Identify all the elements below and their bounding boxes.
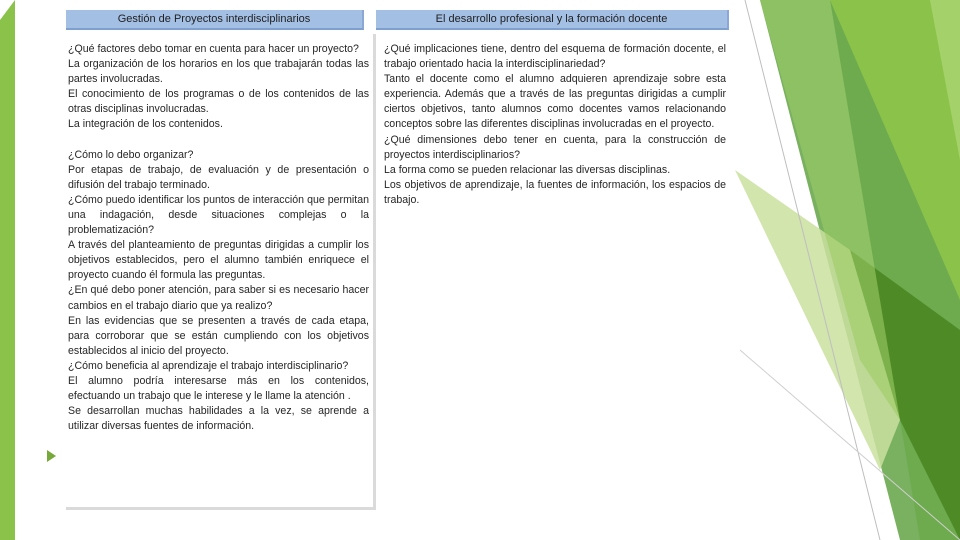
header-left xyxy=(66,10,364,30)
right-paragraph: ¿Qué dimensiones debo tener en cuenta, para la construcción de proyectos interdisciplinarios? xyxy=(384,133,726,161)
left-paragraph: La organización de los horarios en los que trabajarán todas las partes involucradas. xyxy=(68,58,369,86)
left-paragraph: ¿Cómo beneficia al aprendizaje el trabajo interdisciplinario? xyxy=(68,359,349,372)
left-paragraph: ¿Cómo puedo identificar los puntos de interacción que permitan una indagación, desde situaciones complejas o la problematización? xyxy=(68,193,369,237)
header-right-label: El desarrollo profesional y la formación docente xyxy=(435,13,668,25)
right-column-panel xyxy=(380,34,730,510)
left-paragraph: El alumno podría interesarse más en los contenidos, efectuando un trabajo que le interese y le llame la atención . xyxy=(68,374,369,403)
left-paragraph: A través del planteamiento de preguntas dirigidas a cumplir los objetivos establecidos, pero el alumno también enriquece el proyecto cuando él formula las preguntas. xyxy=(68,239,369,282)
header-right xyxy=(376,10,729,30)
left-column-text xyxy=(66,34,373,434)
left-paragraph: ¿Qué factores debo tomar en cuenta para hacer un proyecto? xyxy=(68,43,359,55)
right-paragraph: Tanto el docente como el alumno adquieren aprendizaje sobre esta experiencia. Además que a través de las preguntas dirigidas a cumplir ciertos objetivos, tanto alumnos como docentes vamos relacionando conceptos sobre las diferentes disciplinas involucradas en el proyecto. xyxy=(384,73,726,131)
right-paragraph: ¿Qué implicaciones tiene, dentro del esquema de formación docente, el trabajo orientado hacia la interdisciplinariedad? xyxy=(384,43,726,71)
left-paragraph: Se desarrollan muchas habilidades a la vez, se aprende a utilizar diversas fuentes de información. xyxy=(68,405,369,433)
right-paragraph: La forma como se pueden relacionar las diversas disciplinas. xyxy=(384,163,671,176)
header-left-label: Gestión de Proyectos interdisciplinarios xyxy=(117,13,311,25)
paragraph-gap xyxy=(68,133,369,148)
left-paragraph: ¿Cómo lo debo organizar? xyxy=(68,148,194,161)
left-paragraph: ¿En qué debo poner atención, para saber si es necesario hacer cambios en el trabajo diario que ya realizo? xyxy=(68,284,369,312)
left-paragraph: El conocimiento de los programas o de los contenidos de las otras disciplinas involucradas. xyxy=(68,88,369,116)
left-paragraph: La integración de los contenidos. xyxy=(68,118,223,131)
left-paragraph: En las evidencias que se presenten a través de cada etapa, para corroborar que se están cumpliendo con los objetivos establecidos al inicio del proyecto. xyxy=(68,314,369,357)
green-shape-left-edge xyxy=(0,0,15,540)
left-column-panel xyxy=(66,34,376,510)
right-paragraph: Los objetivos de aprendizaje, la fuentes de información, los espacios de trabajo. xyxy=(384,178,726,206)
left-paragraph: Por etapas de trabajo, de evaluación y de presentación o difusión del trabajo terminado. xyxy=(68,163,369,191)
right-column-text xyxy=(380,34,730,208)
arrow-bullet-icon xyxy=(47,450,56,462)
